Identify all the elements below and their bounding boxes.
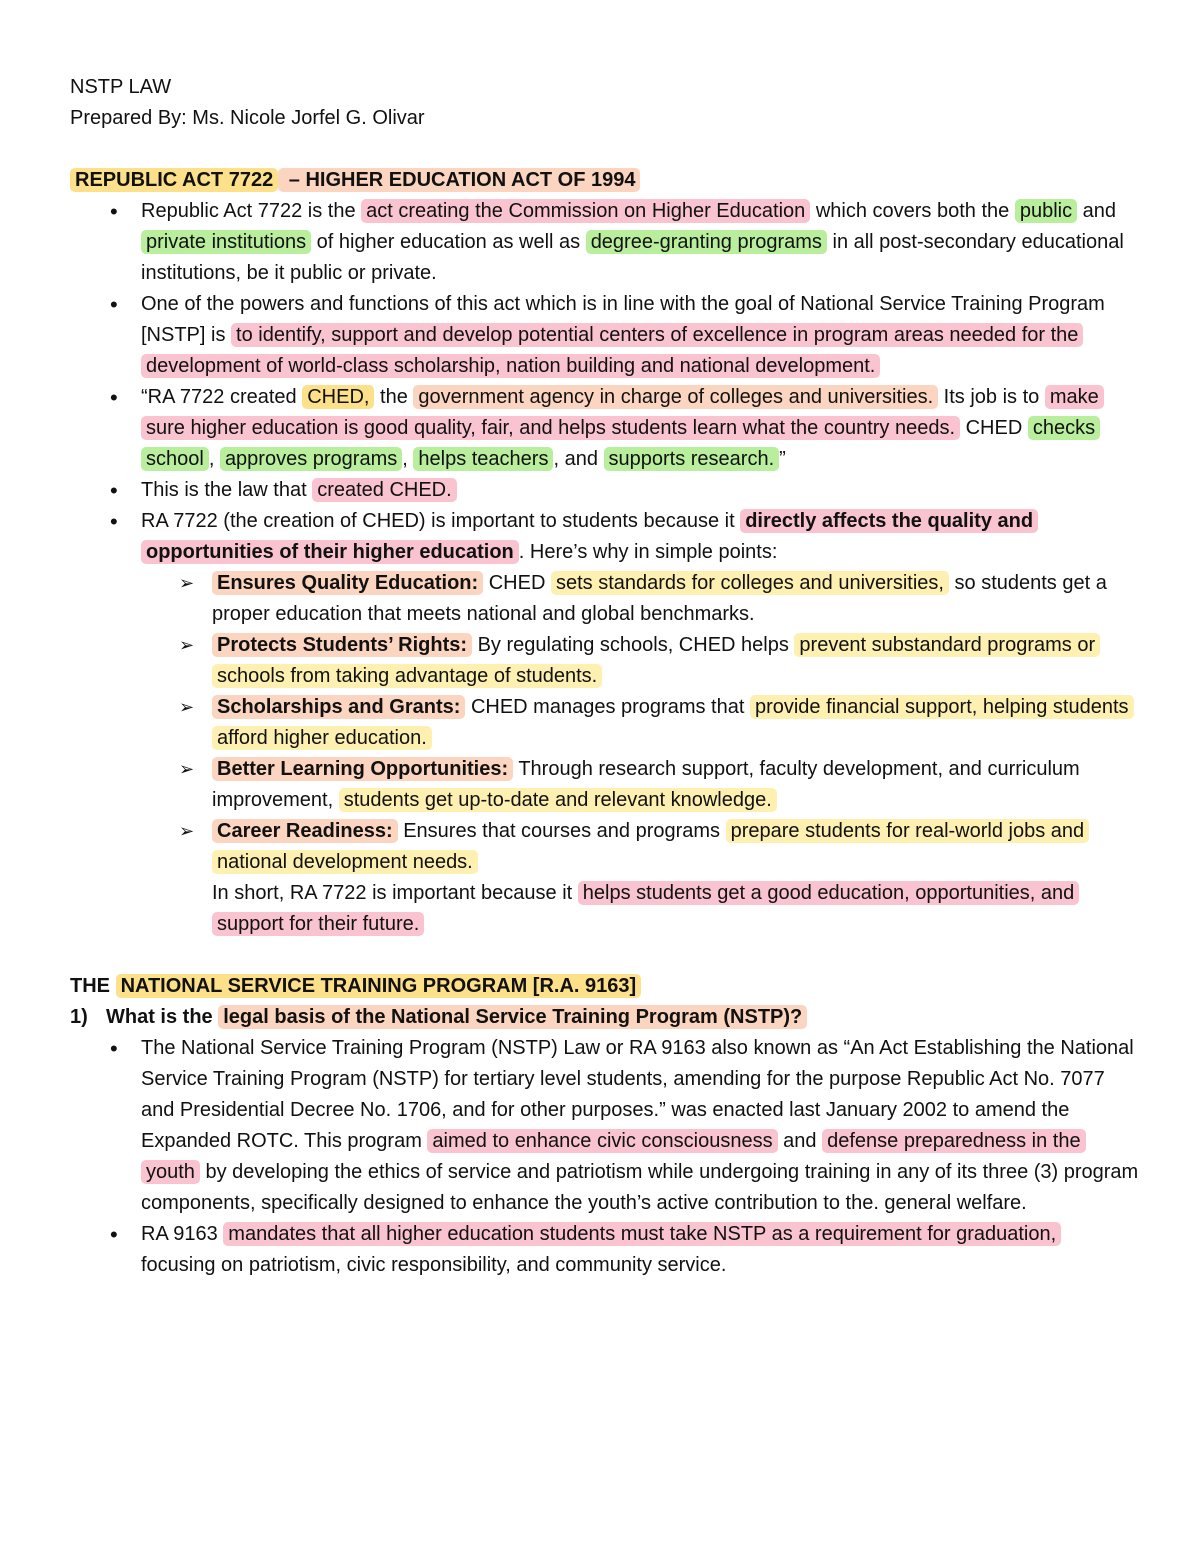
- highlight: provide financial support, helping students afford higher education.: [212, 695, 1134, 750]
- doc-title: NSTP LAW: [70, 76, 172, 98]
- arrow-bullet-icon: ➢: [179, 697, 195, 717]
- text: THE: [70, 975, 116, 997]
- highlight: CHED,: [302, 385, 374, 409]
- highlight: helps teachers: [413, 447, 553, 471]
- text: The National Service Training Program (NSTP) Law or RA 9163 also known as “An Act Establishing the National Service Training Program (NSTP) for tertiary level students, amending for the purpose Republic Act No. 7077 and Presidential Decree No. 1706, and for other purposes.” was enacted last January 2002 to amend the Expanded ROTC. This program: [141, 1037, 1134, 1152]
- highlight: defense preparedness in the youth: [141, 1129, 1086, 1184]
- highlight: supports research.: [604, 447, 780, 471]
- highlight: make sure higher education is good quality, fair, and helps students learn what the country needs.: [141, 385, 1104, 440]
- text: Ensures that courses and programs: [397, 820, 726, 842]
- list-item: [70, 196, 1140, 289]
- reason-item: [141, 568, 1140, 630]
- highlight: degree-granting programs: [586, 230, 827, 254]
- text: “RA 7722 created: [141, 386, 303, 408]
- text: focusing on patriotism, civic responsibility, and community service.: [141, 1254, 727, 1276]
- highlight: sets standards for colleges and universities,: [551, 571, 949, 595]
- highlight: checks school: [141, 416, 1100, 471]
- text: One of the powers and functions of this act which is in line with the goal of National Service Training Program [NSTP] is: [141, 293, 1105, 346]
- reason-item: [141, 754, 1140, 816]
- text: so students get a proper education that meets national and global benchmarks.: [212, 572, 1107, 625]
- text: CHED: [960, 417, 1028, 439]
- text: of higher education as well as: [311, 231, 586, 253]
- text: and: [777, 1130, 823, 1152]
- text: ”: [779, 448, 786, 470]
- heading-rest: – HIGHER EDUCATION ACT OF 1994: [278, 168, 640, 192]
- arrow-bullet-icon: ➢: [179, 821, 195, 841]
- text: and: [1077, 200, 1117, 222]
- reason-item: [141, 692, 1140, 754]
- list-item: [70, 289, 1140, 382]
- list-item: [70, 382, 1140, 475]
- list-item: [70, 1033, 1140, 1219]
- text: by developing the ethics of service and patriotism while undergoing training in any of its three (3) program components, specifically designed to enhance the youth’s active contribution to the. general welfare.: [141, 1161, 1139, 1214]
- text: which covers both the: [810, 200, 1015, 222]
- reasons-list: [141, 568, 1140, 940]
- highlight: private institutions: [141, 230, 311, 254]
- highlight: students get up-to-date and relevant knowledge.: [339, 788, 777, 812]
- section-heading-nstp: [70, 971, 1140, 1002]
- text: Its job is to: [938, 386, 1045, 408]
- list-item: [70, 506, 1140, 940]
- text: in all post-secondary educational institutions, be it public or private.: [141, 231, 1124, 284]
- highlight: aimed to enhance civic consciousness: [427, 1129, 777, 1153]
- reason-item: [141, 816, 1140, 940]
- highlight: legal basis of the National Service Training Program (NSTP)?: [218, 1005, 807, 1029]
- highlight: approves programs: [220, 447, 402, 471]
- text: . Here’s why in simple points:: [518, 541, 778, 563]
- reason-item: [141, 630, 1140, 692]
- text: RA 9163: [141, 1223, 224, 1245]
- text: RA 7722 (the creation of CHED) is important to students because it: [141, 510, 741, 532]
- text: the: [374, 386, 414, 408]
- highlight: prepare students for real-world jobs and national development needs.: [212, 819, 1089, 874]
- ra7722-bullet-list: [70, 196, 1140, 940]
- document-body: [70, 72, 1140, 1281]
- list-item: [70, 475, 1140, 506]
- section-heading-ra7722: [70, 165, 1140, 196]
- text: CHED: [483, 572, 551, 594]
- highlight: act creating the Commission on Higher Education: [361, 199, 810, 223]
- spacer: [70, 134, 1140, 165]
- arrow-bullet-icon: ➢: [179, 573, 195, 593]
- text: This is the law that: [141, 479, 313, 501]
- reason-label: Scholarships and Grants:: [212, 695, 465, 719]
- heading-highlight: NATIONAL SERVICE TRAINING PROGRAM [R.A. 9163]: [116, 974, 642, 998]
- question-list: [70, 1002, 1140, 1033]
- question-number: 1): [70, 1006, 88, 1028]
- text: Through research support, faculty development, and curriculum improvement,: [212, 758, 1080, 811]
- prepared-by: Prepared By: Ms. Nicole Jorfel G. Olivar: [70, 107, 425, 129]
- text: CHED manages programs that: [465, 696, 750, 718]
- highlight: mandates that all higher education students must take NSTP as a requirement for graduation,: [223, 1222, 1061, 1246]
- highlight: helps students get a good education, opportunities, and support for their future.: [212, 881, 1079, 936]
- reason-label: Career Readiness:: [212, 819, 398, 843]
- reason-label: Ensures Quality Education:: [212, 571, 483, 595]
- summary-text: In short, RA 7722 is important because it: [212, 882, 578, 904]
- nstp-bullet-list: [70, 1033, 1140, 1281]
- highlight: to identify, support and develop potential centers of excellence in program areas needed for the development of world-class scholarship, nation building and national development.: [141, 323, 1083, 378]
- reason-label: Protects Students’ Rights:: [212, 633, 472, 657]
- heading-highlight: REPUBLIC ACT 7722: [70, 168, 278, 192]
- text: What is the: [106, 1006, 219, 1028]
- text: ,: [402, 448, 414, 470]
- arrow-bullet-icon: ➢: [179, 759, 195, 779]
- reason-label: Better Learning Opportunities:: [212, 757, 513, 781]
- arrow-bullet-icon: ➢: [179, 635, 195, 655]
- spacer: [70, 940, 1140, 971]
- question-item: [70, 1002, 1140, 1033]
- text: ,: [208, 448, 220, 470]
- list-item: [70, 1219, 1140, 1281]
- highlight: created CHED.: [312, 478, 457, 502]
- highlight: prevent substandard programs or schools from taking advantage of students.: [212, 633, 1100, 688]
- highlight: public: [1015, 199, 1077, 223]
- text: By regulating schools, CHED helps: [472, 634, 795, 656]
- text: Republic Act 7722 is the: [141, 200, 362, 222]
- highlight: government agency in charge of colleges and universities.: [413, 385, 938, 409]
- highlight: directly affects the quality and opportunities of their higher education: [141, 509, 1038, 564]
- text: , and: [553, 448, 604, 470]
